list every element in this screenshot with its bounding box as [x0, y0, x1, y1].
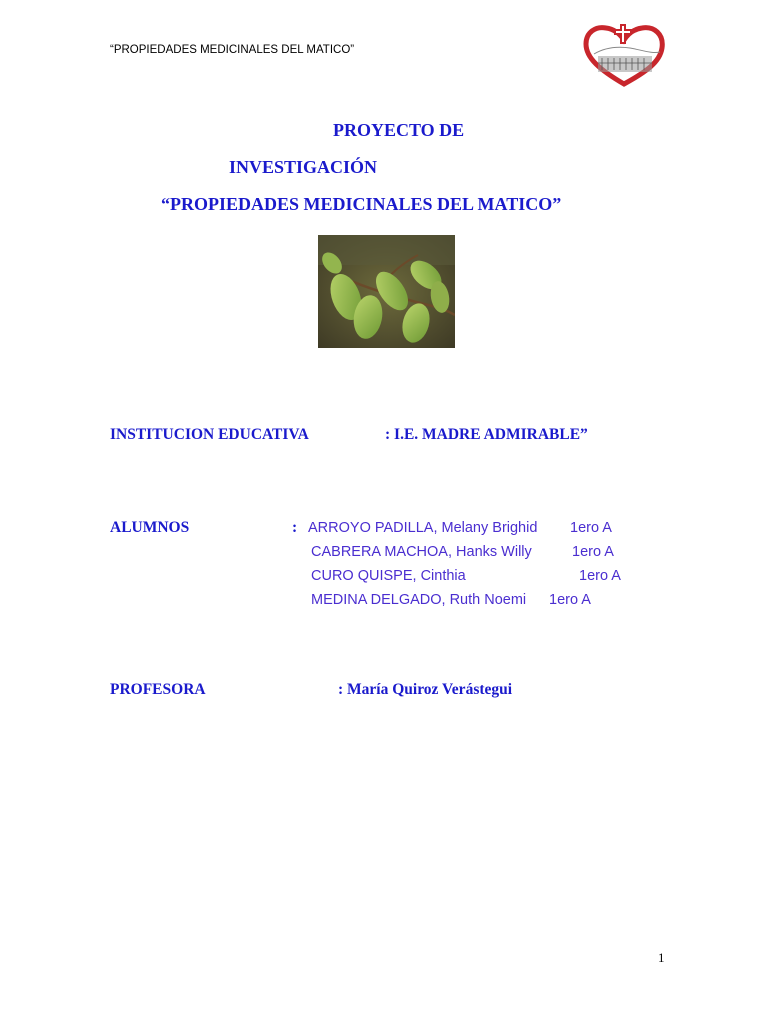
student-name: CABRERA MACHOA, Hanks Willy	[311, 544, 532, 560]
students-label: ALUMNOS	[110, 519, 190, 536]
student-name: MEDINA DELGADO, Ruth Noemi	[311, 592, 527, 608]
matico-plant-photo	[318, 235, 455, 348]
school-logo-icon	[580, 18, 668, 88]
student-grade: 1ero A	[579, 568, 621, 584]
student-grade: 1ero A	[549, 592, 591, 608]
teacher-label: PROFESORA	[110, 681, 206, 698]
student-name: ARROYO PADILLA, Melany Brighid	[308, 520, 538, 536]
running-header: “PROPIEDADES MEDICINALES DEL MATICO”	[110, 44, 355, 56]
title-line-3: “PROPIEDADES MEDICINALES DEL MATICO”	[161, 194, 562, 214]
page-number: 1	[658, 950, 665, 965]
institution-value: : I.E. MADRE ADMIRABLE”	[385, 426, 588, 443]
student-grade: 1ero A	[572, 544, 614, 560]
title-line-1: PROYECTO DE	[333, 120, 465, 140]
student-name: CURO QUISPE, Cinthia	[311, 568, 466, 584]
students-colon: :	[292, 519, 298, 536]
teacher-value: : María Quiroz Verástegui	[338, 681, 513, 698]
title-line-2: INVESTIGACIÓN	[229, 157, 378, 177]
institution-label: INSTITUCION EDUCATIVA	[110, 426, 309, 443]
student-grade: 1ero A	[570, 520, 612, 536]
